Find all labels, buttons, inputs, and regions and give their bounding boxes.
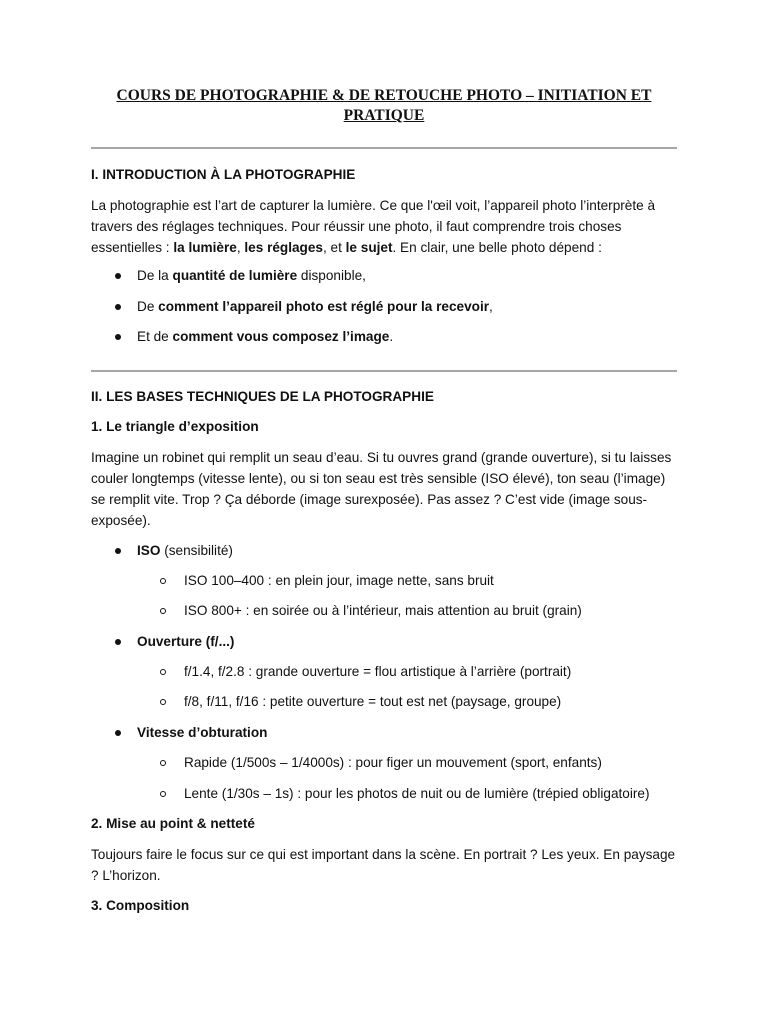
sub-bullet-circle	[160, 699, 166, 705]
sub-bullet-circle	[160, 578, 166, 584]
bold-text: la lumière	[173, 240, 237, 255]
list-item	[137, 296, 682, 317]
sub-bullet-circle	[160, 608, 166, 614]
list-item	[137, 326, 682, 347]
bullet-dot	[115, 334, 121, 340]
section-1-heading: I. INTRODUCTION À LA PHOTOGRAPHIE	[91, 167, 356, 182]
list-text: .	[389, 329, 394, 344]
document-title: COURS DE PHOTOGRAPHIE & DE RETOUCHE PHOTO – INITIATION ET PRATIQUE	[116, 87, 652, 124]
sub-list-item: f/1.4, f/2.8 : grande ouverture = flou artistique à l’arrière (portrait)	[184, 664, 572, 679]
bullet-dot	[115, 273, 121, 279]
bold-text: comment l’appareil photo est réglé pour la recevoir	[158, 299, 490, 314]
divider	[91, 147, 677, 149]
section-2-heading: II. LES BASES TECHNIQUES DE LA PHOTOGRAPHIE	[91, 389, 434, 404]
bullet-dot	[115, 639, 121, 645]
divider	[91, 370, 677, 372]
bold-text: le sujet	[345, 240, 393, 255]
list-text: Et de	[137, 329, 173, 344]
paragraph-text: , et	[322, 240, 346, 255]
bullet-dot	[115, 548, 121, 554]
list-item	[137, 265, 682, 286]
sub-list-item: ISO 800+ : en soirée ou à l’intérieur, mais attention au bruit (grain)	[184, 603, 582, 618]
bold-text: quantité de lumière	[172, 268, 298, 283]
bullet-dot	[115, 304, 121, 310]
subsection-heading: 2. Mise au point & netteté	[91, 816, 255, 831]
list-text: De	[137, 299, 159, 314]
paragraph-text: . En clair, une belle photo dépend :	[392, 240, 602, 255]
sub-list-item: Lente (1/30s – 1s) : pour les photos de nuit ou de lumière (trépied obligatoire)	[184, 786, 650, 801]
list-text: ,	[489, 299, 493, 314]
bullet-dot	[115, 730, 121, 736]
bold-text: ISO	[137, 543, 161, 558]
bold-text: comment vous composez l’image	[172, 329, 390, 344]
subsection-heading: 1. Le triangle d’exposition	[91, 419, 259, 434]
sub-list-item: Rapide (1/500s – 1/4000s) : pour figer un mouvement (sport, enfants)	[184, 755, 602, 770]
list-item-shutter: Vitesse d’obturation	[137, 725, 268, 740]
sub-bullet-circle	[160, 791, 166, 797]
sub-list-item: f/8, f/11, f/16 : petite ouverture = tout est net (paysage, groupe)	[184, 694, 562, 709]
subsection-heading: 3. Composition	[91, 898, 190, 913]
exposure-paragraph: Imagine un robinet qui remplit un seau d’eau. Si tu ouvres grand (grande ouverture), si tu laisses couler longtemps (vitesse lente), ou si ton seau est très sensible (ISO élevé), ton seau (l’image) se remplit vite. Trop ? Ça déborde (image surexposée). Pas assez ? C’est vide (image sous-exposée).	[91, 450, 672, 528]
paragraph-text: La photographie est l’art de capturer la lumière. Ce que l'œil voit, l’appareil photo l’interprète à travers des réglages techniques. Pour réussir une photo, il faut comprendre trois choses essentielles :	[91, 198, 656, 255]
list-item-aperture: Ouverture (f/...)	[137, 634, 235, 649]
paragraph-text: ,	[236, 240, 245, 255]
list-item-iso	[137, 540, 682, 561]
sub-bullet-circle	[160, 669, 166, 675]
focus-paragraph: Toujours faire le focus sur ce qui est important dans la scène. En portrait ? Les yeux. En paysage ? L’horizon.	[91, 847, 676, 883]
list-text: disponible,	[297, 268, 366, 283]
list-text: De la	[137, 268, 173, 283]
sub-bullet-circle	[160, 760, 166, 766]
bold-text: les réglages	[244, 240, 323, 255]
section-1-paragraph	[91, 195, 681, 258]
list-text: (sensibilité)	[160, 543, 233, 558]
sub-list-item: ISO 100–400 : en plein jour, image nette, sans bruit	[184, 573, 494, 588]
